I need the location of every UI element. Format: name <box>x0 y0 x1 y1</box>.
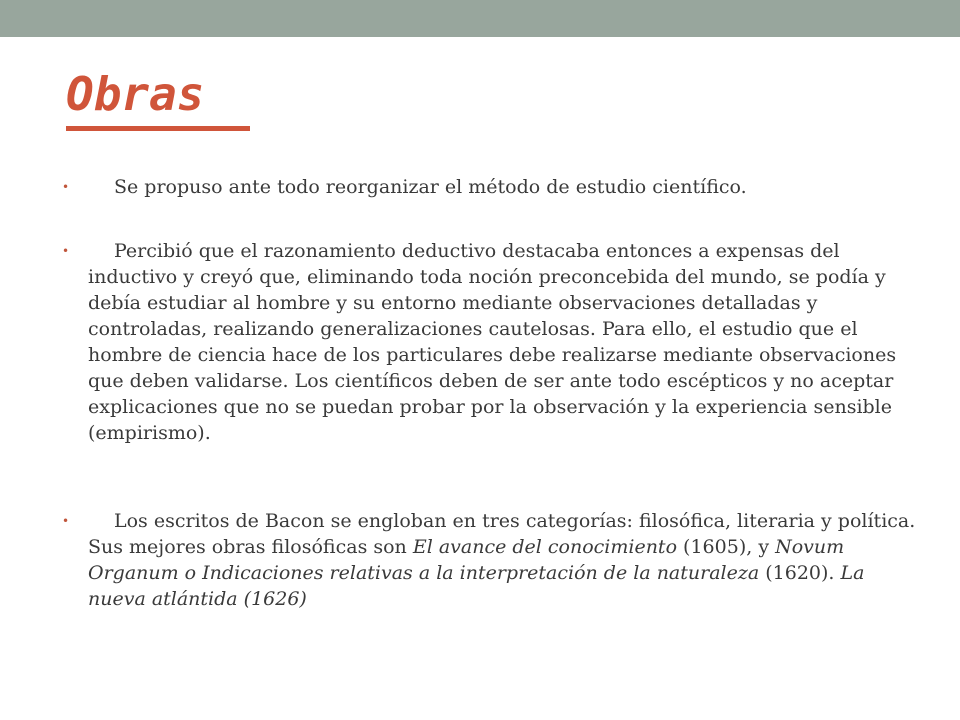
bullet-text: Se propuso ante todo reorganizar el método de estudio científico. <box>114 176 747 198</box>
work-title: El avance del conocimiento <box>412 536 678 558</box>
bullet-marker: • <box>62 180 70 194</box>
bullet-text: Percibió que el razonamiento deductivo destacaba entonces a expensas del inductivo y creyó que, eliminando toda noción preconcebida del mundo, se podía y debía estudiar al hombre y su entorno mediante observaciones detalladas y controladas, realizando generalizaciones cautelosas. Para ello, el estudio que el hombre de ciencia hace de los particulares debe realizarse mediante observaciones que deben validarse. Los científicos deben de ser ante todo escépticos y no aceptar explicaciones que no se puedan probar por la observación y la experiencia sensible (empirismo). <box>88 240 897 444</box>
work-title: La nueva atlántida (1626) <box>88 562 865 610</box>
work-title: Novum Organum o Indicaciones relativas a la interpretación de la naturaleza <box>88 536 845 584</box>
bullet-marker: • <box>62 244 70 258</box>
bullet-text-part: Los escritos de Bacon se engloban en tres categorías: filosófica, literaria y política. Sus mejores obras filosóficas son <box>88 510 916 558</box>
slide-title: Obras <box>66 67 205 121</box>
bullet-text-part: (1605), y <box>677 536 776 558</box>
top-accent-bar <box>0 0 960 37</box>
bullet-item <box>62 508 918 612</box>
bullet-text-part: (1620). <box>759 562 841 584</box>
bullet-marker: • <box>62 514 70 528</box>
bullet-item <box>62 174 918 200</box>
bullet-text <box>88 508 918 612</box>
bullet-item <box>62 238 918 446</box>
title-underline <box>66 126 250 131</box>
